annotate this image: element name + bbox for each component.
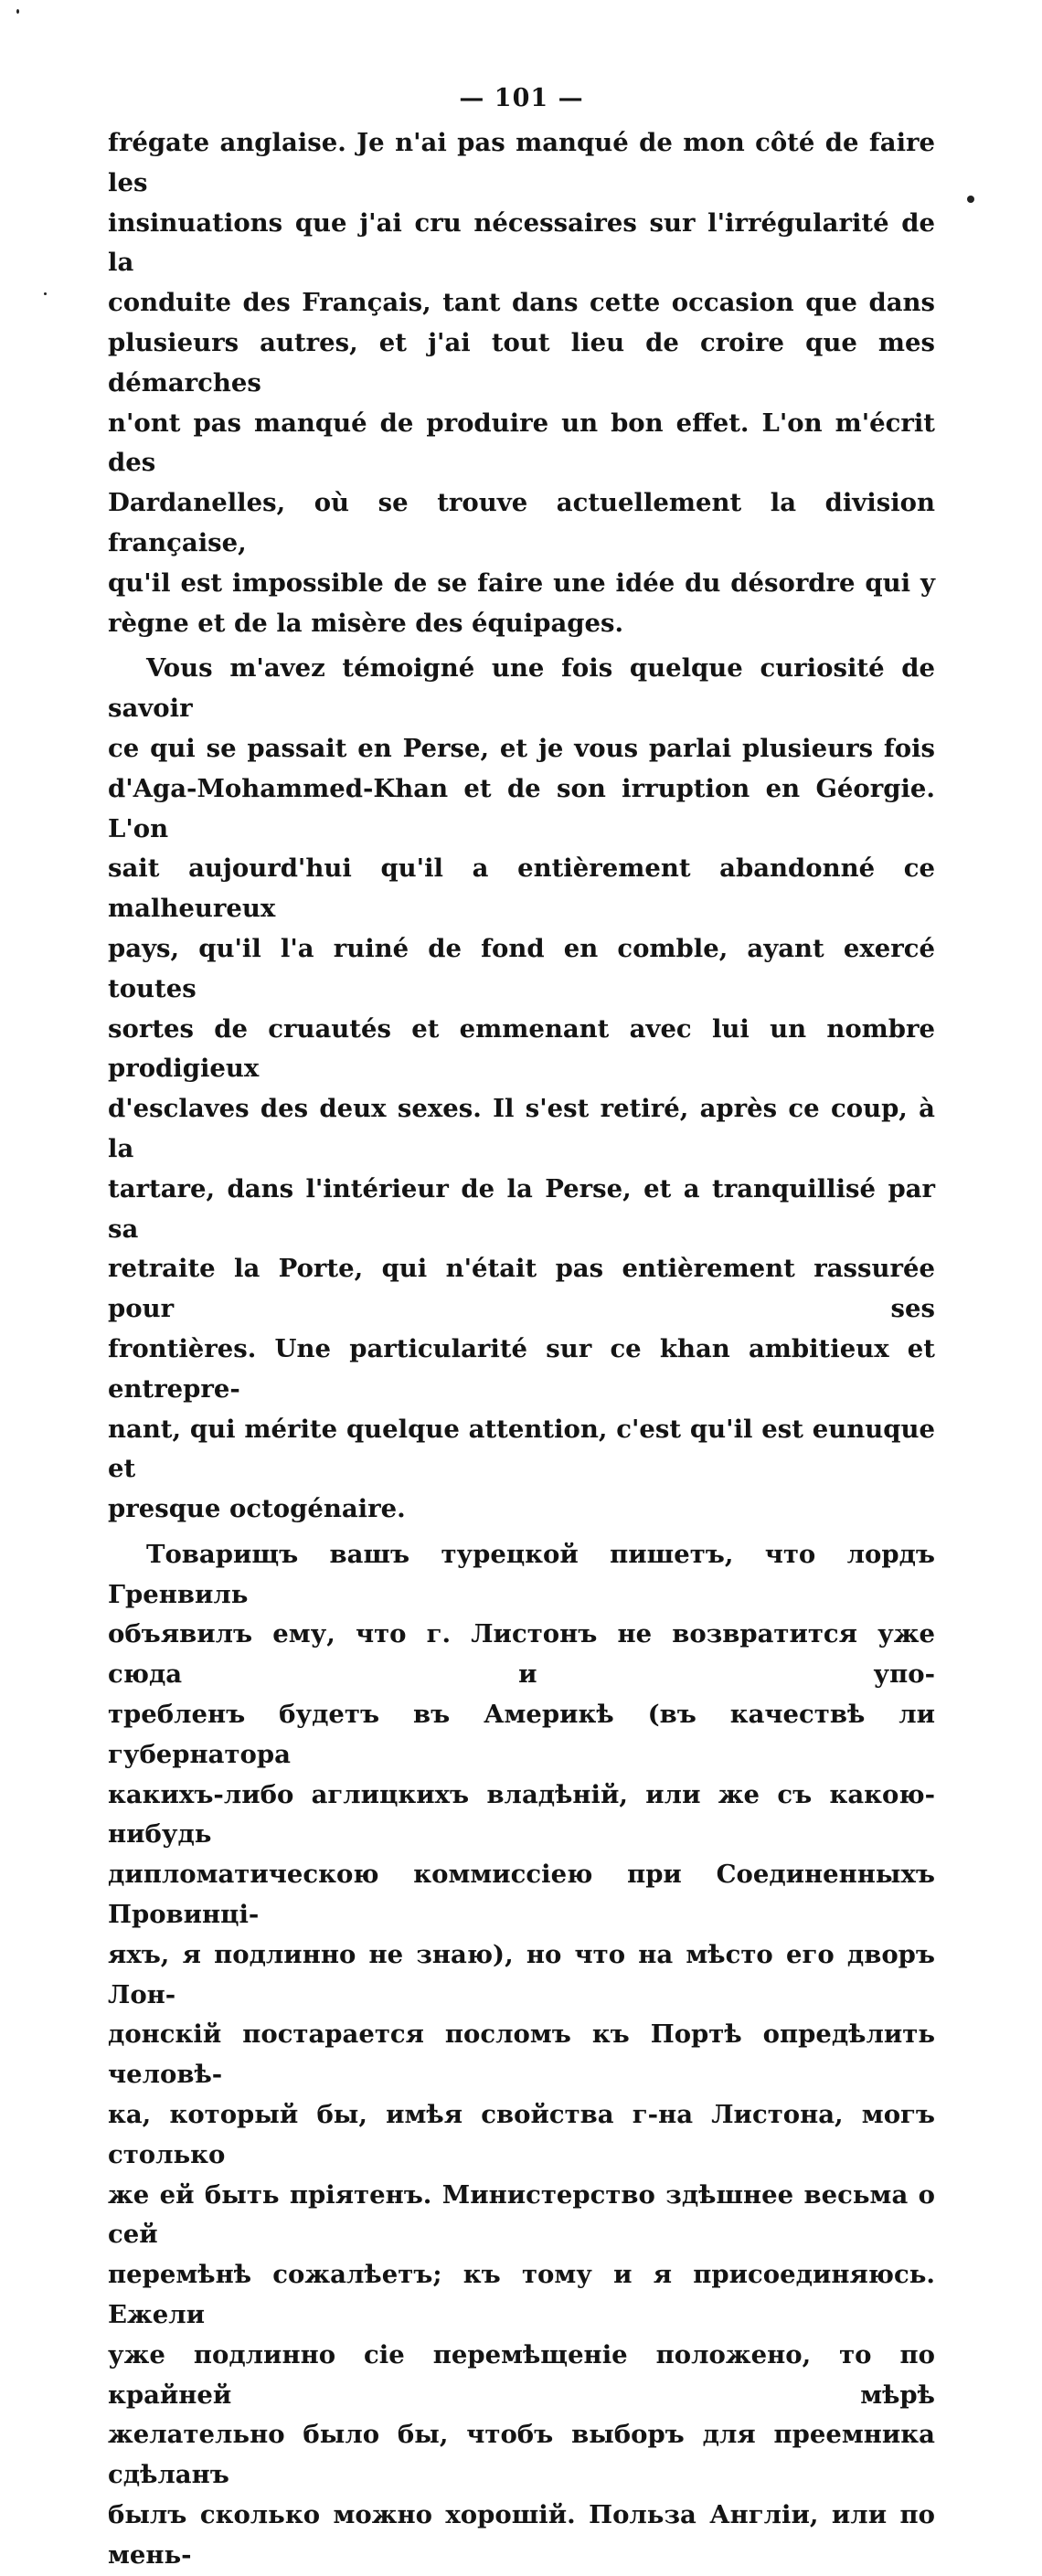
text-line: pays, qu'il l'a ruiné de fond en comble, ayant exercé toutes: [108, 933, 935, 1003]
text-line: d'Aga-Mohammed-Khan et de son irruption en Géorgie. L'on: [108, 773, 935, 843]
page-number: — 101 —: [459, 84, 584, 112]
paragraph-french-2: [108, 649, 935, 1530]
text-line: frégate anglaise. Je n'ai pas manqué de mon côté de faire les: [108, 128, 935, 197]
text-line: ce qui se passait en Perse, et je vous parlai plusieurs fois: [108, 733, 935, 763]
text-line: же ей быть пріятенъ. Министерство здѣшнее весьма о сей: [108, 2179, 935, 2250]
print-speck: [44, 292, 47, 295]
text-line: presque octogénaire.: [108, 1494, 406, 1524]
text-line: sait aujourd'hui qu'il a entièrement abandonné ce malheureux: [108, 853, 935, 924]
text-line: frontières. Une particularité sur ce khan ambitieux et entrepre-: [108, 1333, 935, 1404]
text-line: nant, qui mérite quelque attention, c'est qu'il est eunuque et: [108, 1414, 935, 1484]
text-line: яхъ, я подлинно не знаю), но что на мѣсто его дворъ Лон-: [108, 1939, 935, 2009]
text-line: qu'il est impossible de se faire une idée du désordre qui y: [108, 567, 935, 598]
print-speck: [967, 196, 974, 203]
text-line: былъ сколько можно хорошій. Польза Англіи, или по мень-: [108, 2500, 935, 2570]
text-line: объявилъ ему, что г. Листонъ не возвратится уже сюда и упо-: [108, 1619, 935, 1690]
paragraph-russian: [108, 1535, 935, 2576]
text-line: plusieurs autres, et j'ai tout lieu de croire que mes démarches: [108, 327, 935, 398]
print-speck: [16, 9, 19, 14]
text-line: règne et de la misère des équipages.: [108, 608, 624, 638]
text-line: insinuations que j'ai cru nécessaires sur l'irrégularité de la: [108, 207, 935, 278]
text-line: d'esclaves des deux sexes. Il s'est retiré, après ce coup, à la: [108, 1094, 935, 1163]
text-line: Dardanelles, où se trouve actuellement la division française,: [108, 488, 935, 557]
text-line: уже подлинно сіе перемѣщеніе положено, то по крайней мѣрѣ: [108, 2339, 935, 2410]
text-line: Vous m'avez témoigné une fois quelque curiosité de savoir: [108, 653, 935, 724]
text-line: conduite des Français, tant dans cette occasion que dans: [108, 288, 935, 318]
text-line: ка, который бы, имѣя свойства г-на Листона, могъ столько: [108, 2100, 935, 2169]
text-line: sortes de cruautés et emmenant avec lui un nombre prodigieux: [108, 1013, 935, 1084]
text-line: желательно было бы, чтобъ выборъ для преемника сдѣланъ: [108, 2420, 935, 2490]
text-line: перемѣнѣ сожалѣетъ; къ тому и я присоединяюсь. Ежели: [108, 2260, 935, 2330]
text-line: дипломатическою коммиссіею при Соединенныхъ Провинці-: [108, 1860, 935, 1930]
text-line: n'ont pas manqué de produire un bon effet. L'on m'écrit des: [108, 408, 935, 478]
paragraph-french-1: [108, 123, 935, 643]
text-line: донскій постарается посломъ къ Портѣ опредѣлить человѣ-: [108, 2019, 935, 2090]
text-line: tartare, dans l'intérieur de la Perse, et a tranquillisé par sa: [108, 1173, 935, 1244]
book-page: [108, 84, 935, 2576]
text-line: Товарищъ вашъ турецкой пишетъ, что лордъ Гренвиль: [108, 1539, 935, 1609]
text-line: требленъ будетъ въ Америкѣ (въ качествѣ ли губернатора: [108, 1700, 935, 1769]
text-line: какихъ-либо аглицкихъ владѣній, или же съ какою-нибудь: [108, 1779, 935, 1850]
text-line: retraite la Porte, qui n'était pas entièrement rassurée pour ses: [108, 1254, 935, 1324]
